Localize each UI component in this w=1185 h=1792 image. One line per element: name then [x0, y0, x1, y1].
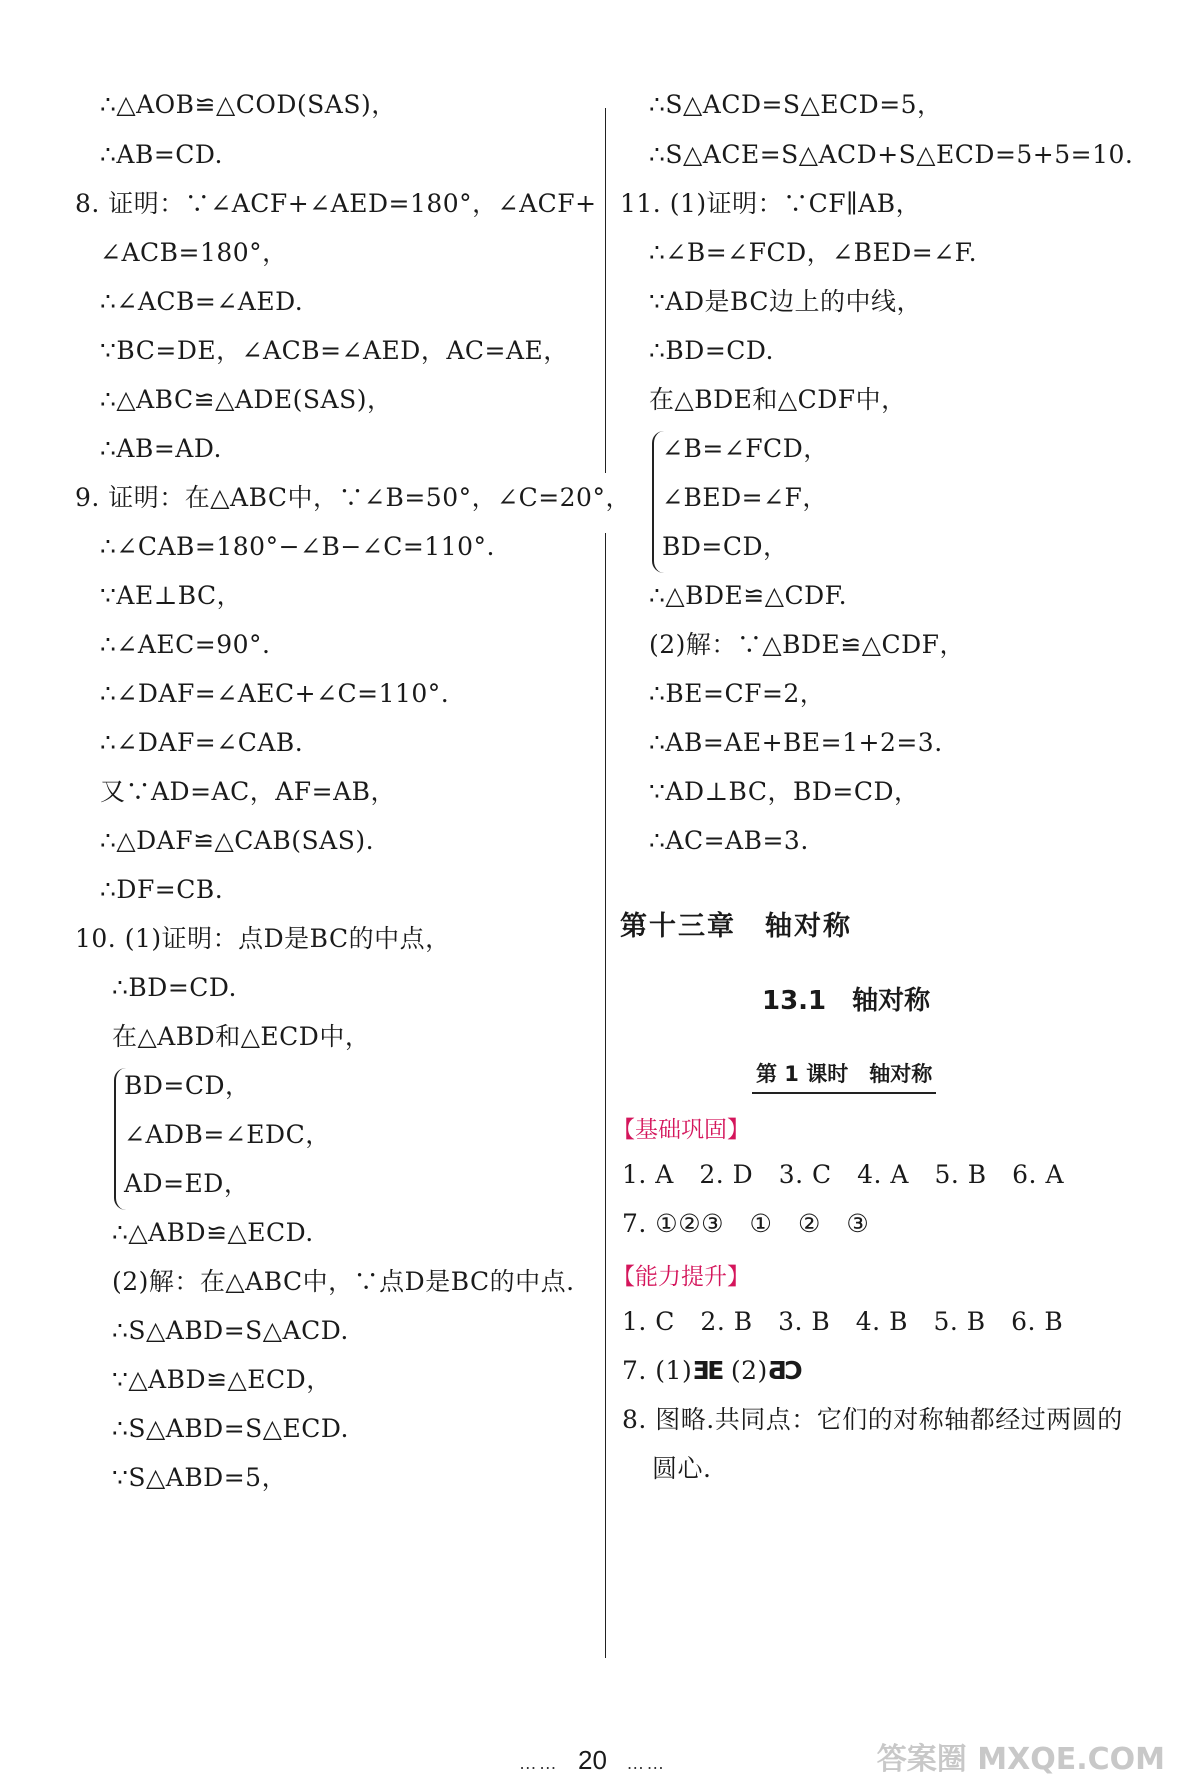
left-line-15: 又∵AD=AC，AF=AB， — [100, 777, 397, 806]
basic-answers-1: 1. A 2. D 3. C 4. A 5. B 6. A — [622, 1160, 1065, 1189]
left-line-5: ∴∠ACB=∠AED. — [100, 287, 304, 316]
watermark-logo: 答案圈 MXQE.COM — [876, 1742, 1165, 1777]
left-line-21: BD=CD， — [124, 1071, 251, 1100]
ability-answers-8b: 圆心. — [652, 1454, 712, 1483]
left-line-7: ∴△ABC≌△ADE(SAS)， — [100, 385, 393, 414]
ability-7-prefix: 7. (1) — [622, 1356, 693, 1385]
right-line-2: ∴S△ACE=S△ACD+S△ECD=5+5=10. — [649, 140, 1134, 169]
right-line-1: ∴S△ACD=S△ECD=5， — [649, 90, 943, 119]
left-line-25: (2)解：在△ABC中，∵点D是BC的中点. — [112, 1267, 575, 1296]
left-line-8: ∴AB=AD. — [100, 434, 222, 463]
left-line-12: ∴∠AEC=90°. — [100, 630, 271, 659]
left-line-10: ∴∠CAB=180°−∠B−∠C=110°. — [100, 532, 495, 561]
ability-7-mid: (2) — [730, 1356, 768, 1385]
footer-dots-right: …… — [626, 1753, 667, 1773]
left-line-16: ∴△DAF≌△CAB(SAS). — [100, 826, 375, 855]
left-line-26: ∴S△ABD=S△ACD. — [112, 1316, 349, 1345]
ability-answers-7 — [622, 1356, 801, 1386]
left-line-9: 9. 证明：在△ABC中，∵∠B=50°，∠C=20°， — [75, 483, 631, 512]
left-line-13: ∴∠DAF=∠AEC+∠C=110°. — [100, 679, 450, 708]
left-line-24: ∴△ABD≌△ECD. — [112, 1218, 314, 1247]
right-line-7: 在△BDE和△CDF中， — [649, 385, 907, 414]
left-line-14: ∴∠DAF=∠CAB. — [100, 728, 304, 757]
left-line-19: ∴BD=CD. — [112, 973, 237, 1002]
right-line-15: ∵AD⊥BC，BD=CD， — [649, 777, 920, 806]
right-line-4: ∴∠B=∠FCD，∠BED=∠F. — [649, 238, 978, 267]
left-line-4: ∠ACB=180°， — [100, 238, 288, 267]
left-line-20: 在△ABD和△ECD中， — [112, 1022, 371, 1051]
ability-answers-8a: 8. 图略.共同点：它们的对称轴都经过两圆的 — [622, 1405, 1123, 1434]
ability-7-glyph-1: ƎE — [692, 1356, 723, 1385]
right-line-5: ∵AD是BC边上的中线， — [649, 287, 922, 316]
page-number: 20 — [578, 1745, 607, 1775]
right-line-13: ∴BE=CF=2， — [649, 679, 826, 708]
section-title: 13.1 轴对称 — [762, 986, 931, 1016]
left-line-29: ∵S△ABD=5， — [112, 1463, 288, 1492]
ability-7-glyph-2: ƋƆ — [767, 1356, 802, 1385]
right-line-6: ∴BD=CD. — [649, 336, 774, 365]
basic-answers-7: 7. ①②③ ① ② ③ — [622, 1209, 870, 1238]
ability-answers-1: 1. C 2. B 3. B 4. B 5. B 6. B — [622, 1307, 1064, 1336]
right-line-16: ∴AC=AB=3. — [649, 826, 809, 855]
left-line-2: ∴AB=CD. — [100, 140, 224, 169]
right-line-11: ∴△BDE≌△CDF. — [649, 581, 848, 610]
left-line-18: 10. (1)证明：点D是BC的中点， — [75, 924, 451, 953]
basic-tag: 【基础巩固】 — [612, 1117, 750, 1143]
left-line-27: ∵△ABD≌△ECD， — [112, 1365, 332, 1394]
footer-dots-left: …… — [518, 1753, 559, 1773]
left-line-3: 8. 证明：∵∠ACF+∠AED=180°，∠ACF+ — [75, 189, 597, 218]
chapter-title: 第十三章 轴对称 — [620, 911, 852, 942]
ability-tag: 【能力提升】 — [612, 1264, 750, 1290]
right-line-10: BD=CD， — [662, 532, 789, 561]
right-line-3: 11. (1)证明：∵CF∥AB， — [620, 189, 922, 218]
column-divider — [605, 108, 606, 1658]
right-line-9: ∠BED=∠F， — [662, 483, 828, 512]
left-line-11: ∵AE⊥BC， — [100, 581, 243, 610]
right-line-8: ∠B=∠FCD， — [662, 434, 829, 463]
left-line-17: ∴DF=CB. — [100, 875, 224, 904]
lesson-title: 第 1 课时 轴对称 — [752, 1058, 936, 1094]
left-line-6: ∵BC=DE，∠ACB=∠AED，AC=AE， — [100, 336, 569, 365]
left-line-23: AD=ED， — [124, 1169, 250, 1198]
left-line-28: ∴S△ABD=S△ECD. — [112, 1414, 350, 1443]
left-line-22: ∠ADB=∠EDC， — [124, 1120, 331, 1149]
right-line-14: ∴AB=AE+BE=1+2=3. — [649, 728, 943, 757]
right-line-12: (2)解：∵△BDE≌△CDF， — [649, 630, 965, 659]
left-line-1: ∴△AOB≌△COD(SAS)， — [100, 90, 397, 119]
